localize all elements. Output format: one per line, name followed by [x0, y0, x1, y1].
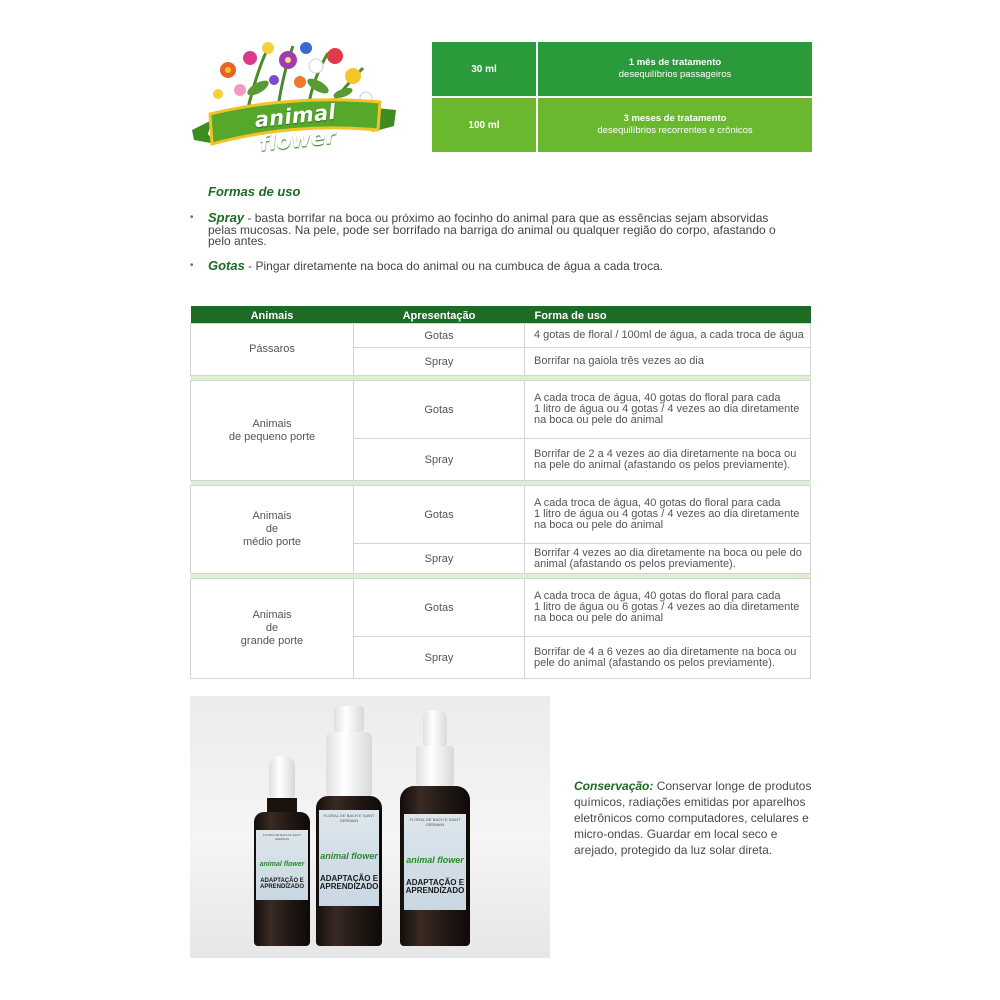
label-top: FLORAL DE BACH E SAINT GERMAIN: [262, 833, 302, 841]
size-treatment: 3 meses de tratamento: [623, 113, 727, 124]
column-header: Apresentação: [354, 307, 525, 324]
usage-cell: Borrifar 4 vezes ao dia diretamente na boca ou pele do animal (afastando os pelos previamente).: [525, 544, 811, 574]
size-indication: desequilíbrios recorrentes e crônicos: [597, 125, 753, 136]
usage-item: [190, 212, 800, 248]
presentation-cell: Gotas: [354, 324, 525, 348]
table-row: [191, 381, 811, 439]
presentation-cell: Spray: [354, 439, 525, 481]
label-name: ADAPTAÇÃO E APRENDIZADO: [259, 878, 304, 890]
label-top: FLORAL DE BACH E SAINT GERMAIN: [409, 817, 461, 827]
label-brand: animal flower: [406, 855, 464, 865]
size-volume: 30 ml: [432, 42, 538, 96]
usage-cell: Borrifar de 4 a 6 vezes ao dia diretamente na boca ou pele do animal (afastando os pelos previamente).: [525, 637, 811, 679]
usage-cell: Borrifar de 2 a 4 vezes ao dia diretamente na boca ou na pele do animal (afastando os pelos previamente).: [525, 439, 811, 481]
size-row: [432, 42, 812, 98]
presentation-cell: Spray: [354, 544, 525, 574]
size-indication: desequilíbrios passageiros: [618, 69, 732, 80]
animal-cell: Animais de grande porte: [191, 579, 354, 679]
bottle-spray: [316, 706, 382, 946]
bullet-icon: •: [190, 259, 194, 271]
presentation-cell: Gotas: [354, 579, 525, 637]
bottle-small: [252, 756, 312, 946]
size-treatment: 1 mês de tratamento: [628, 57, 722, 68]
size-table: [432, 42, 812, 152]
bottle-label: [404, 814, 466, 910]
conservation-term: Conservação:: [574, 779, 654, 793]
product-photo: [190, 696, 550, 958]
label-name: ADAPTAÇÃO E APRENDIZADO: [319, 874, 379, 891]
bottle-dropper: [400, 710, 470, 946]
column-header: Forma de uso: [525, 307, 811, 324]
usage-cell: Borrifar na gaiola três vezes ao dia: [525, 348, 811, 376]
usage-cell: 4 gotas de floral / 100ml de água, a cada troca de água: [525, 324, 811, 348]
usage-title: Formas de uso: [208, 184, 301, 199]
brand-name: animal flower: [253, 99, 338, 156]
dropper-cap-icon: [423, 710, 447, 746]
usage-text: - basta borrifar na boca ou próximo ao focinho do animal para que as essências sejam absorvidas pelas mucosas. Na pele, pode ser borrifado na barriga do animal ou qualquer região do corpo, afastando o pelo antes.: [208, 211, 776, 248]
size-description: [538, 98, 812, 152]
bottle-label: [319, 810, 379, 906]
label-brand: animal flower: [259, 861, 305, 868]
table-row: [191, 579, 811, 637]
table-header-row: [191, 307, 811, 324]
usage-term: Gotas: [208, 257, 245, 273]
usage-cell: A cada troca de água, 40 gotas do floral para cada 1 litro de água ou 6 gotas / 4 vezes ao dia diretamente na boca ou pele do animal: [525, 579, 811, 637]
table-row: [191, 324, 811, 348]
label-top: FLORAL DE BACH E SAINT GERMAIN: [323, 813, 375, 823]
label-brand: animal flower: [320, 851, 378, 861]
size-description: [538, 42, 812, 96]
presentation-cell: Spray: [354, 637, 525, 679]
animal-cell: Animais de pequeno porte: [191, 381, 354, 481]
brand-logo: [188, 38, 400, 158]
dropper-cap-icon: [269, 756, 295, 798]
table-row: [191, 486, 811, 544]
presentation-cell: Gotas: [354, 486, 525, 544]
animal-cell: Animais de médio porte: [191, 486, 354, 574]
bottle-label: [256, 830, 308, 900]
label-name: ADAPTAÇÃO E APRENDIZADO: [405, 878, 465, 895]
column-header: Animais: [191, 307, 354, 324]
usage-list: [190, 212, 800, 284]
bullet-icon: •: [190, 212, 194, 223]
usage-table: [190, 306, 811, 679]
size-volume: 100 ml: [432, 98, 538, 152]
usage-cell: A cada troca de água, 40 gotas do floral para cada 1 litro de água ou 4 gotas / 4 vezes ao dia diretamente na boca ou pele do animal: [525, 381, 811, 439]
conservation-note: [574, 778, 814, 858]
usage-term: Spray: [208, 210, 245, 225]
conservation-text: Conservar longe de produtos químicos, radiações emitidas por aparelhos eletrônicos como computadores, celulares e micro-ondas. Guardar em local seco e arejado, protegido da luz solar direta.: [574, 779, 812, 857]
spray-cap-icon: [334, 706, 364, 732]
presentation-cell: Spray: [354, 348, 525, 376]
table-body: [191, 324, 811, 679]
usage-item: [190, 257, 800, 273]
animal-cell: Pássaros: [191, 324, 354, 376]
usage-text: - Pingar diretamente na boca do animal ou na cumbuca de água a cada troca.: [244, 258, 664, 273]
size-row: [432, 98, 812, 152]
usage-cell: A cada troca de água, 40 gotas do floral para cada 1 litro de água ou 4 gotas / 4 vezes ao dia diretamente na boca ou pele do animal: [525, 486, 811, 544]
presentation-cell: Gotas: [354, 381, 525, 439]
